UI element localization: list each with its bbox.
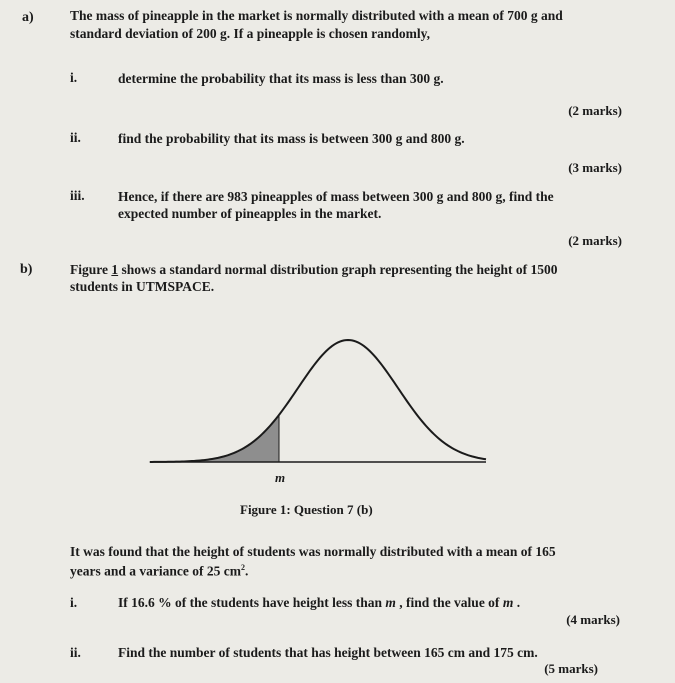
- figure-number: 1: [111, 262, 119, 277]
- found-line2-text: years and a variance of 25 cm: [70, 563, 241, 579]
- b-question-1-text: [118, 595, 520, 611]
- figure-m-label: m: [275, 470, 286, 485]
- part-b-found-line1: It was found that the height of students was normally distributed with a mean of 165: [70, 544, 556, 559]
- part-b-intro-line1: [70, 262, 558, 278]
- part-b-intro-rest: shows a standard normal distribution graph representing the height of 1500: [118, 262, 558, 277]
- b-question-2-marks: (5 marks): [544, 661, 598, 676]
- a-question-2-marks: (3 marks): [568, 160, 622, 175]
- b-q1-post: .: [513, 595, 521, 610]
- a-question-2-number: ii.: [70, 130, 81, 145]
- a-question-1-marks: (2 marks): [568, 103, 622, 118]
- b-question-2-number: ii.: [70, 645, 81, 660]
- b-q1-mid: , find the value of: [395, 595, 503, 610]
- a-question-3-marks: (2 marks): [568, 233, 622, 248]
- normal-distribution-figure: [148, 330, 488, 480]
- b-q1-var: m: [385, 595, 396, 610]
- b-question-1-marks: (4 marks): [566, 612, 620, 627]
- part-a-intro-line1: The mass of pineapple in the market is normally distributed with a mean of 700 g and: [70, 8, 563, 23]
- b-q1-var2: m: [502, 595, 514, 610]
- part-b-label: b): [20, 262, 33, 277]
- b-q1-pre: If 16.6 % of the students have height less than: [118, 595, 386, 610]
- a-question-3-line1: Hence, if there are 983 pineapples of mass between 300 g and 800 g, find the: [118, 189, 554, 204]
- a-question-1-number: i.: [70, 70, 78, 85]
- part-a-intro-line2: standard deviation of 200 g. If a pineapple is chosen randomly,: [70, 26, 431, 41]
- a-question-3-line2: expected number of pineapples in the market.: [118, 206, 382, 221]
- part-b-intro-line2: students in UTMSPACE.: [70, 279, 215, 294]
- found-line2-end: .: [244, 563, 249, 579]
- b-question-1-number: i.: [70, 595, 78, 610]
- a-question-2-text: find the probability that its mass is between 300 g and 800 g.: [118, 131, 465, 146]
- figure-word: Figure: [70, 262, 108, 277]
- a-question-1-text: determine the probability that its mass is less than 300 g.: [118, 71, 444, 86]
- variance-exponent: 2: [240, 563, 245, 572]
- bell-curve: [150, 340, 486, 462]
- figure-caption: Figure 1: Question 7 (b): [240, 502, 373, 517]
- part-a-label: a): [22, 10, 34, 25]
- b-question-2-text: Find the number of students that has height between 165 cm and 175 cm.: [118, 645, 538, 660]
- part-b-found-line2: [70, 560, 248, 580]
- a-question-3-number: iii.: [70, 188, 85, 203]
- shaded-left-tail: [150, 415, 279, 462]
